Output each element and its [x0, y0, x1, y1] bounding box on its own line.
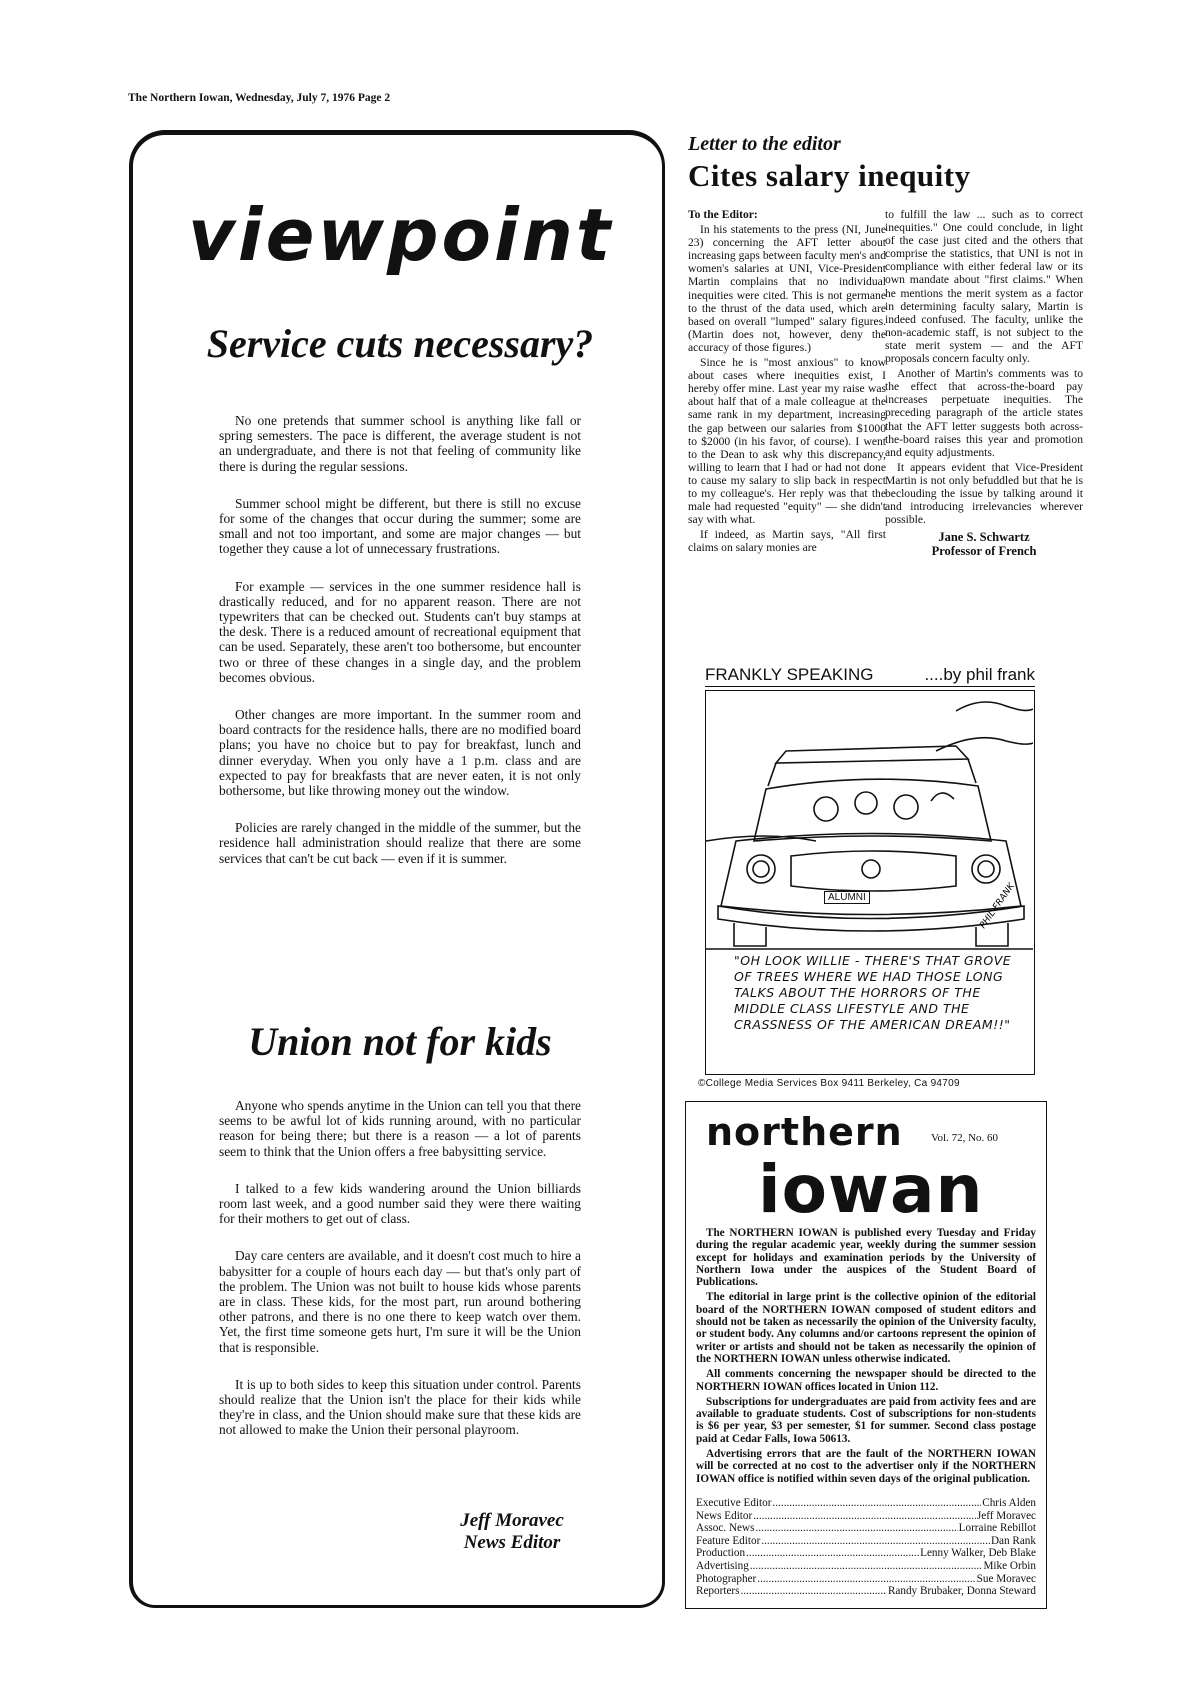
staff-row [696, 1510, 1036, 1523]
editorial-paragraph: No one pretends that summer school is anything like fall or spring semesters. The pace is different, the average student is not an undergraduate, and there is not that feeling of community like there is during the regular sessions. [219, 413, 581, 474]
staff-name: Randy Brubaker, Donna Steward [887, 1585, 1036, 1598]
staff-name: Chris Alden [982, 1497, 1036, 1509]
staff-row [696, 1522, 1036, 1535]
letter-greeting: To the Editor: [688, 208, 758, 221]
comic-caption: "OH LOOK WILLIE - THERE'S THAT GROVE OF TREES WHERE WE HAD THOSE LONG TALKS ABOUT THE HORRORS OF THE MIDDLE CLASS LIFESTYLE AND THE CRASSNESS OF THE AMERICAN DREAM!!" [734, 953, 1012, 1032]
staff-row [696, 1560, 1036, 1573]
masthead-paragraph: Subscriptions for undergraduates are paid from activity fees and are available to graduate students. Cost of subscriptions for non-students is $6 per year, $3 per semester, $1 for summer. Second class postage paid at Cedar Falls, Iowa 50613. [696, 1395, 1036, 1445]
comic-panel [705, 690, 1035, 1075]
comic-byline: ....by phil frank [924, 665, 1035, 684]
editorial-paragraph: Summer school might be different, but there is still no excuse for some of the changes that occur during the summer; some are small and not too important, and some are major changes — but together they cause a lot of unnecessary frustrations. [219, 495, 581, 557]
staff-role: News Editor [696, 1509, 753, 1522]
staff-name: Jeff Moravec [976, 1509, 1036, 1522]
editorial-body-union [219, 1098, 581, 1460]
letter-column-2 [885, 208, 1083, 558]
letter-signature-name: Jane S. Schwartz [938, 530, 1030, 545]
editorial-paragraph: For example — services in the one summer residence hall is drastically reduced, and for no apparent reason. There are not typewriters that can be checked out. Students can't buy stamps at the desk. There is a reduced amount of recreational equipment that can be used. Separately, these aren't too bothersome, but encounter two or three of these changes in a single day, and the problem becomes obvious. [219, 578, 581, 685]
comic-artist-signature: PHIL FRANK [978, 881, 1017, 931]
staff-role: Advertising [696, 1559, 749, 1572]
letter-paragraph: If indeed, as Martin says, "All first claims on salary monies are [688, 528, 886, 555]
editorial-paragraph: Day care centers are available, and it doesn't cost much to hire a babysitter for a couple of hours each day — but that's only part of the problem. The Union was not built to house kids whose parents are in class. These kids, for the most part, run around bothering other patrons, and there is no one there to keep watch over them. Yet, the first time someone gets hurt, I'm sure it will be the Union that is responsible. [219, 1248, 581, 1355]
editorial-paragraph: Anyone who spends anytime in the Union can tell you that there seems to be awful lot of kids running around, with no particular reason for being there; but there is a reason — a lot of parents seem to think that the Union offers a free babysitting service. [219, 1098, 581, 1159]
staff-role: Reporters [696, 1585, 740, 1598]
signature-name: Jeff Moravec [460, 1510, 564, 1531]
letter-paragraph: to fulfill the law ... such as to correct inequities." One could conclude, in light of the case just cited and the others that comprise the statistics, that UNI is not in compliance with either federal law or its own mandate about "first claims." When he mentions the merit system as a factor in determining faculty salary, Martin is indeed confused. The faculty, unlike the non-academic staff, is not subject to the state merit system — and the AFT proposals concern faculty only. [885, 208, 1083, 366]
staff-name: Sue Moravec [976, 1572, 1036, 1585]
car-illustration [706, 691, 1033, 951]
staff-name: Lorraine Rebillot [958, 1522, 1036, 1535]
masthead-paragraph: The editorial in large print is the collective opinion of the editorial board of the NORTHERN IOWAN composed of student editors and should not be taken as necessarily the opinion of the University faculty, or student body. Any columns and/or cartoons represent the opinion of writer or artists and should not be taken as necessarily the opinion of the NORTHERN IOWAN unless otherwise indicated. [696, 1291, 1036, 1365]
license-plate: ALUMNI [824, 891, 870, 904]
masthead-paragraph: All comments concerning the newspaper should be directed to the NORTHERN IOWAN offices located in Union 112. [696, 1368, 1036, 1393]
letter-kicker: Letter to the editor [688, 133, 841, 155]
comic-rule [705, 686, 1035, 687]
letter-paragraph: It appears evident that Vice-President Martin is not only befuddled but that he is beclouding the issue by talking around it and introducing irrelevancies wherever possible. [885, 460, 1083, 527]
staff-role: Production [696, 1547, 746, 1560]
letter-paragraph: Since he is "most anxious" to know about cases where inequities exist, I hereby offer mine. Last year my raise was about half that of a male colleague at the same rank in my department, increasing the gap between our salaries from $1000 to $2000 (in his favor, of course). I went to the Dean to ask why this discrepancy, willing to learn that I had or had not done to cause my salary to slip back in respect to my colleague's. Her reply was that the male had requested "equity" — she didn't say with what. [688, 356, 886, 527]
editorial-paragraph: Other changes are more important. In the summer room and board contracts for the residence halls, there are no modified board plans; you have no choice but to pay for breakfast, lunch and dinner everyday. When you only have a 1 p.m. class and are expected to pay for breakfasts that are never eaten, it is not only bothersome, but like throwing money out the window. [219, 707, 581, 799]
staff-name: Mike Orbin [983, 1559, 1036, 1572]
staff-row [696, 1585, 1036, 1598]
staff-role: Assoc. News [696, 1522, 755, 1535]
viewpoint-title: viewpoint [188, 193, 614, 277]
masthead-name-top: northern [706, 1110, 903, 1154]
page-folio: The Northern Iowan, Wednesday, July 7, 1976 Page 2 [128, 92, 391, 104]
masthead-statement [696, 1227, 1036, 1488]
letter-paragraph: Another of Martin's comments was to the effect that across-the-board pay increases perpetuate inequities. The preceding paragraph of the article states that the AFT letter suggests both across-the-board raises this year and promotion and equity adjustments. [885, 367, 1083, 459]
letter-headline: Cites salary inequity [688, 158, 971, 193]
editorial-paragraph: Policies are rarely changed in the middle of the summer, but the residence hall administration should realize that there are some services that can't be cut back — even if it is summer. [219, 820, 581, 866]
staff-role: Executive Editor [696, 1497, 772, 1509]
editorial-signature [412, 1510, 612, 1554]
editorial-body-service-cuts [219, 413, 581, 888]
masthead-box [685, 1101, 1047, 1609]
editorial-headline-service-cuts: Service cuts necessary? [206, 321, 594, 366]
masthead-paragraph: Advertising errors that are the fault of the NORTHERN IOWAN will be corrected at no cost to the advertiser only if the NORTHERN IOWAN office is notified within seven days of the original publication. [696, 1448, 1036, 1485]
letter-signature-title: Professor of French [931, 544, 1037, 559]
letter-paragraph: In his statements to the press (NI, June 23) concerning the AFT letter about increasing gaps between faculty men's and women's salaries at UNI, Vice-President Martin complains that no individual inequities were cited. This is not germane to the thrust of the data used, which are based on overall "lumped" salary figures. (Martin does not, however, deny the accuracy of those figures.) [688, 223, 886, 354]
staff-row [696, 1573, 1036, 1586]
masthead-paragraph: The NORTHERN IOWAN is published every Tuesday and Friday during the regular academic year, weekly during the summer session except for holidays and examination periods by the University of Northern Iowa under the auspices of the Student Board of Publications. [696, 1227, 1036, 1289]
staff-row [696, 1497, 1036, 1510]
staff-role: Feature Editor [696, 1534, 761, 1547]
comic-credit: ©College Media Services Box 9411 Berkeley, Ca 94709 [698, 1078, 960, 1089]
staff-name: Lenny Walker, Deb Blake [920, 1547, 1036, 1560]
editorial-paragraph: It is up to both sides to keep this situation under control. Parents should realize that the Union isn't the place for their kids while they're in class, and the Union should make sure that these kids are not allowed to make the Union their personal playroom. [219, 1376, 581, 1438]
staff-row [696, 1535, 1036, 1548]
letter-column-1 [688, 208, 886, 556]
editorial-paragraph: I talked to a few kids wandering around the Union billiards room last week, and a good number said they were there waiting for their mothers to get out of class. [219, 1180, 581, 1227]
signature-title: News Editor [463, 1532, 561, 1553]
masthead-volume: Vol. 72, No. 60 [931, 1132, 999, 1144]
comic-title: FRANKLY SPEAKING [705, 665, 874, 684]
staff-list [696, 1497, 1036, 1598]
editorial-headline-union: Union not for kids [248, 1019, 552, 1064]
staff-role: Photographer [696, 1572, 757, 1585]
comic-header [705, 665, 1035, 685]
staff-row [696, 1547, 1036, 1560]
masthead-name-bottom: iowan [758, 1151, 984, 1228]
staff-name: Dan Rank [990, 1534, 1036, 1547]
